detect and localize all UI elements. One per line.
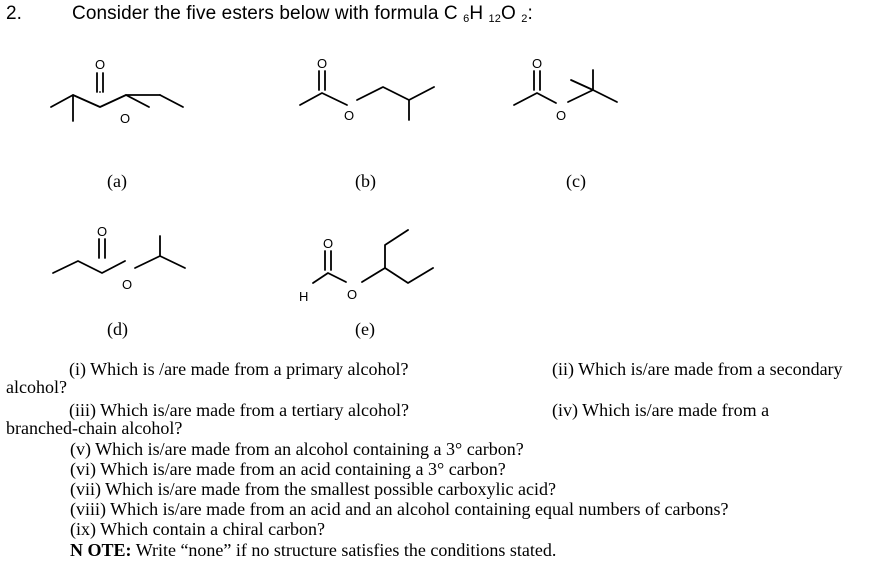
subquestion-iv-continuation: branched-chain alcohol? (6, 418, 183, 438)
question-number: 2. (6, 3, 22, 24)
structure-d-ester-oxygen: O (122, 277, 133, 292)
subquestion-ix: (ix) Which contain a chiral carbon? (70, 519, 326, 539)
formula-o-subscript: 2 (521, 13, 528, 25)
formula-h: H (469, 3, 484, 24)
structure-c-carbonyl-oxygen: O (532, 56, 543, 71)
structure-c-skeleton (514, 56, 617, 123)
structure-a-carbonyl-oxygen: O (95, 57, 106, 72)
structure-e-ester-oxygen: O (347, 287, 358, 302)
formula-o: O (500, 3, 516, 24)
note-text: Write “none” if no structure satisfies the conditions stated. (131, 540, 557, 560)
subquestion-iv: (iv) Which is/are made from a (552, 400, 770, 420)
structure-e-hydrogen: H (299, 289, 309, 304)
subquestion-ii-continuation: alcohol? (6, 377, 67, 397)
formula-colon: : (527, 3, 533, 24)
structure-e-skeleton (299, 230, 433, 304)
note (70, 541, 556, 560)
intro-text: Consider the five esters below with formula C (72, 3, 458, 24)
structure-a-skeleton (51, 57, 183, 126)
subquestion-iii: (iii) Which is/are made from a tertiary alcohol? (69, 400, 410, 420)
note-label: N OTE: (70, 540, 132, 560)
structure-e-carbonyl-oxygen: O (323, 236, 334, 251)
structure-b-skeleton (300, 56, 434, 123)
structure-b-carbonyl-oxygen: O (317, 56, 328, 71)
structure-label-e: (e) (355, 319, 375, 339)
structure-c-ester-oxygen: O (556, 108, 567, 123)
structure-label-b: (b) (355, 171, 376, 191)
structure-d-carbonyl-oxygen: O (97, 224, 108, 239)
structure-label-a: (a) (107, 171, 127, 191)
subquestion-ii: (ii) Which is/are made from a secondary (552, 359, 843, 379)
formula-h-subscript: 12 (488, 13, 501, 25)
subquestion-vii: (vii) Which is/are made from the smallest possible carboxylic acid? (70, 479, 557, 499)
subquestion-i: (i) Which is /are made from a primary alcohol? (69, 359, 409, 379)
subquestion-vi: (vi) Which is/are made from an acid containing a 3° carbon? (70, 459, 506, 479)
structure-b-ester-oxygen: O (344, 108, 355, 123)
subquestion-viii: (viii) Which is/are made from an acid and an alcohol containing equal numbers of carbons? (70, 499, 729, 519)
structure-label-d: (d) (107, 319, 128, 339)
structure-d-skeleton (53, 224, 185, 292)
structure-label-c: (c) (566, 171, 586, 191)
subquestion-v: (v) Which is/are made from an alcohol containing a 3° carbon? (70, 439, 524, 459)
structure-a-ester-oxygen: O (120, 111, 131, 126)
formula-c-subscript: 6 (463, 13, 470, 25)
